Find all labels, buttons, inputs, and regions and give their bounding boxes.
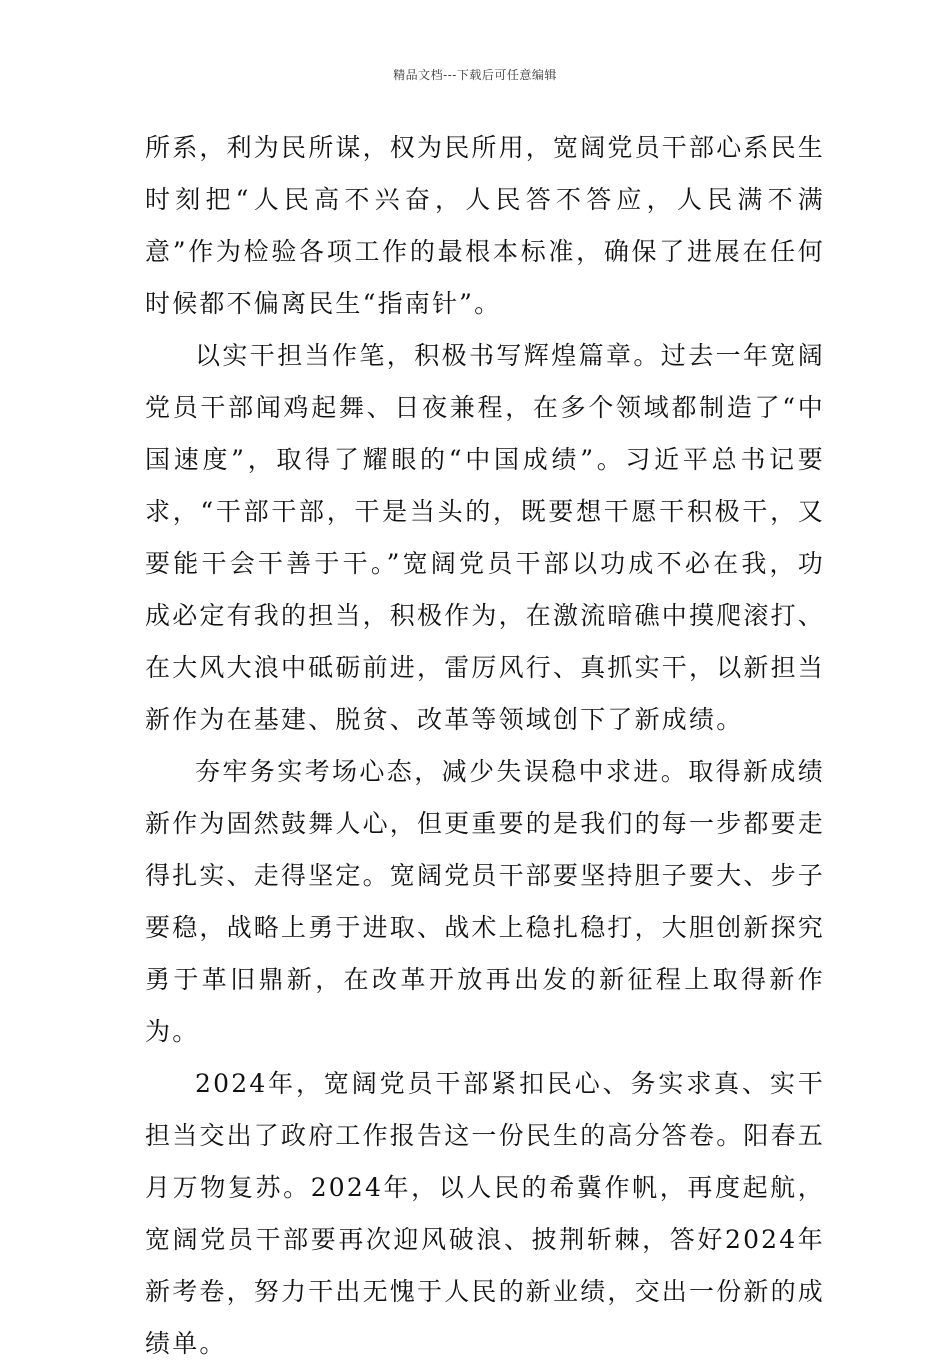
paragraph-4: 2024年，宽阔党员干部紧扣民心、务实求真、实干担当交出了政府工作报告这一份民生的高分答卷。阳春五月万物复苏。2024年，以人民的希冀作帆，再度起航，宽阔党员干部要再次迎风破浪、披荆斩棘，答好2024年新考卷，努力干出无愧于人民的新业绩，交出一份新的成绩单。 xyxy=(145,1069,826,1358)
paragraph-1: 所系，利为民所谋，权为民所用，宽阔党员干部心系民生时刻把“人民高不兴奋，人民答不答应，人民满不满意”作为检验各项工作的最根本标准，确保了进展在任何时候都不偏离民生“指南针”。 xyxy=(145,133,826,318)
paragraph-3: 夯牢务实考场心态，减少失误稳中求进。取得新成绩新作为固然鼓舞人心，但更重要的是我们的每一步都要走得扎实、走得坚定。宽阔党员干部要坚持胆子要大、步子要稳，战略上勇于进取、战术上稳扎稳打，大胆创新探究勇于革旧鼎新，在改革开放再出发的新征程上取得新作为。 xyxy=(145,757,826,1046)
document-body xyxy=(145,122,825,1370)
paragraph-2: 以实干担当作笔，积极书写辉煌篇章。过去一年宽阔党员干部闻鸡起舞、日夜兼程，在多个领域都制造了“中国速度”，取得了耀眼的“中国成绩”。习近平总书记要求，“干部干部，干是当头的，既要想干愿干积极干，又要能干会干善于干。”宽阔党员干部以功成不必在我，功成必定有我的担当，积极作为，在激流暗礁中摸爬滚打、在大风大浪中砥砺前进，雷厉风行、真抓实干，以新担当新作为在基建、脱贫、改革等领域创下了新成绩。 xyxy=(145,341,826,734)
page-header: 精品文档---下载后可任意编辑 xyxy=(393,68,557,82)
